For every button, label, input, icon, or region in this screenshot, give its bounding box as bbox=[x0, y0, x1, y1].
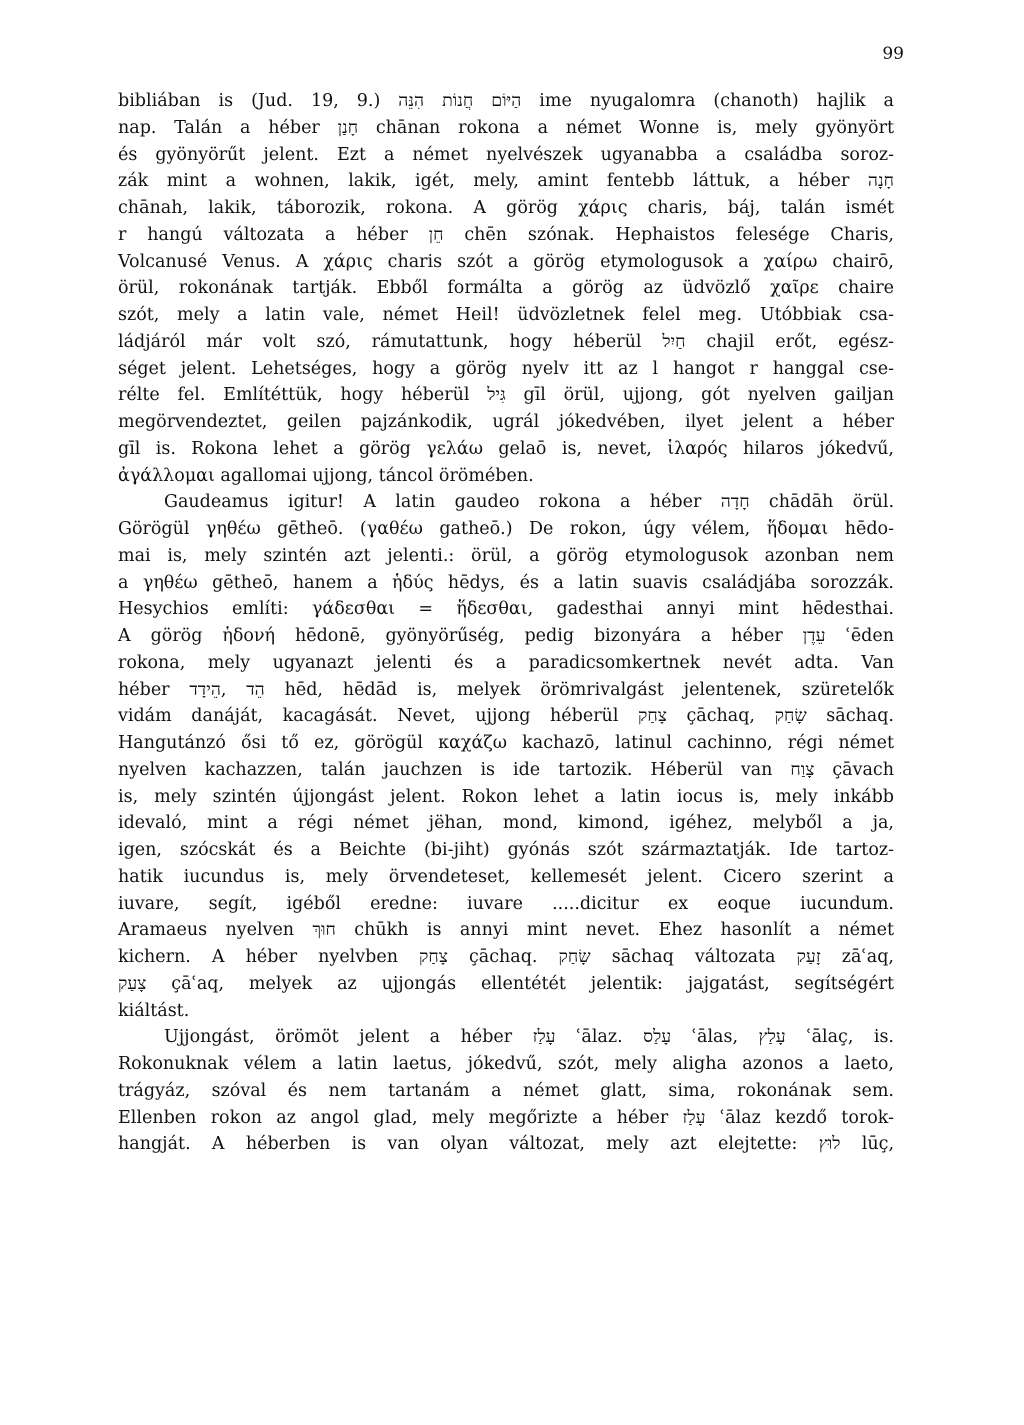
text-line: zák mint a wohnen, lakik, igét, mely, amint fentebb láttuk, a héber חָנָה bbox=[118, 171, 894, 192]
text-line: kichern. A héber nyelvben צָחַק çāchaq. שָׂחַק sāchaq változata זָעַק zāʿaq, bbox=[118, 947, 894, 967]
text-line: Ellenben rokon az angol glad, mely megőrizte a héber עָלַז ʿālaz kezdő torok- bbox=[118, 1107, 894, 1128]
text-line: Görögül γηθέω gētheō. (γαθέω gatheō.) De rokon, úgy vélem, ἥδομαι hēdo- bbox=[118, 519, 894, 539]
body-text bbox=[118, 88, 894, 1158]
text-line: rélte fel. Említéttük, hogy héberül גִּיל gīl örül, ujjong, gót nyelven gailjan bbox=[118, 385, 894, 406]
text-line: Aramaeus nyelven חוּךְ chūkh is annyi mint nevet. Ehez hasonlít a német bbox=[118, 920, 894, 941]
text-line: héber הֵד ,הֵידָד hēd, hēdād is, melyek örömrivalgást jelentenek, szüretelők bbox=[118, 679, 894, 700]
text-line: Ujjongást, örömöt jelent a héber עָלַז ʿālaz. עָלַס ʿālas, עָלַץ ʿālaç, is. bbox=[164, 1027, 894, 1048]
page-number: 99 bbox=[882, 44, 904, 64]
text-line: Gaudeamus igitur! A latin gaudeo rokona a héber חָדָה chādāh örül. bbox=[164, 492, 894, 513]
text-line: hatik iucundus is, mely örvendeteset, kellemesét jelent. Cicero szerint a bbox=[118, 866, 894, 887]
text-line: Volcanusé Venus. A χάρις charis szót a görög etymologusok a χαίρω chairō, bbox=[118, 251, 894, 272]
text-line: is, mely szintén újjongást jelent. Rokon lehet a latin iocus is, mely inkább bbox=[118, 786, 894, 807]
text-line: mai is, mely szintén azt jelenti.: örül, a görög etymologusok azonban nem bbox=[118, 545, 894, 566]
text-line: vidám danáját, kacagását. Nevet, ujjong héberül צָחַק çāchaq, שָׂחַק sāchaq. bbox=[118, 706, 894, 727]
text-line: ἀγάλλομαι agallomai ujjong, táncol örömében. bbox=[118, 465, 534, 486]
text-line: bibliában is (Jud. 19, 9.) הַיּוֹם חֲנוֹת הִנֵּה ime nyugalomra (chanoth) hajlik a bbox=[118, 91, 894, 111]
text-line: nyelven kachazzen, talán jauchzen is ide tartozik. Héberül van צָוַח çāvach bbox=[118, 759, 894, 780]
text-line: szót, mely a latin vale, német Heil! üdvözletnek felel meg. Utóbbiak csa- bbox=[118, 305, 894, 325]
text-line: Hangutánzó ősi tő ez, görögül καχάζω kachazō, latinul cachinno, régi német bbox=[118, 733, 894, 753]
text-line: Rokonuknak vélem a latin laetus, jókedvű, szót, mely aligha azonos a laeto, bbox=[118, 1054, 894, 1074]
text-line: igen, szócskát és a Beichte (bi-jiht) gyónás szót származtatják. Ide tartoz- bbox=[118, 840, 894, 860]
text-line: Hesychios említi: γάδεσθαι = ἥδεσθαι, gadesthai annyi mint hēdesthai. bbox=[118, 599, 894, 620]
text-line: megörvendeztet, geilen pajzánkodik, ugrál jókedvében, ilyet jelent a héber bbox=[118, 412, 894, 432]
text-line: örül, rokonának tartják. Ebből formálta a görög az üdvözlő χαῖρε chaire bbox=[118, 278, 894, 299]
text-line: צָעַק çāʿaq, melyek az ujjongás ellentétét jelentik: jajgatást, segítségért bbox=[118, 973, 894, 994]
text-line: chānah, lakik, táborozik, rokona. A görög χάρις charis, báj, talán ismét bbox=[118, 198, 894, 218]
text-line: gīl is. Rokona lehet a görög γελάω gelaō is, nevet, ἱλαρός hilaros jókedvű, bbox=[118, 438, 894, 459]
text-line: idevaló, mint a régi német jëhan, mond, kimond, igéhez, melyből a ja, bbox=[118, 813, 894, 834]
text-line: a γηθέω gētheō, hanem a ἡδύς hēdys, és a latin suavis családjába sorozzák. bbox=[118, 572, 894, 593]
text-line: hangját. A héberben is van olyan változat, mely azt elejtette: לוּץ lūç, bbox=[118, 1134, 894, 1155]
text-line: A görög ἡδονή hēdonē, gyönyörűség, pedig bizonyára a héber עֵדֶן ʿēden bbox=[118, 626, 894, 646]
text-line: és gyönyörűt jelent. Ezt a német nyelvészek ugyanabba a családba soroz- bbox=[118, 144, 894, 165]
text-line: trágyáz, szóval és nem tartanám a német glatt, sima, rokonának sem. bbox=[118, 1080, 894, 1101]
text-line: nap. Talán a héber חָנַן chānan rokona a német Wonne is, mely gyönyört bbox=[118, 117, 894, 138]
text-line: r hangú változata a héber חֵן chēn szónak. Hephaistos felesége Charis, bbox=[118, 224, 894, 245]
text-line: ládjáról már volt szó, rámutattunk, hogy héberül חַיִל chajil erőt, egész- bbox=[118, 331, 894, 352]
text-line: kiáltást. bbox=[118, 1000, 190, 1021]
text-line: rokona, mely ugyanazt jelenti és a paradicsomkertnek nevét adta. Van bbox=[118, 652, 894, 673]
text-line: séget jelent. Lehetséges, hogy a görög nyelv itt az l hangot r hanggal cse- bbox=[118, 358, 894, 379]
text-line: iuvare, segít, igéből eredne: iuvare .....dicitur ex eoque iucundum. bbox=[118, 893, 894, 914]
